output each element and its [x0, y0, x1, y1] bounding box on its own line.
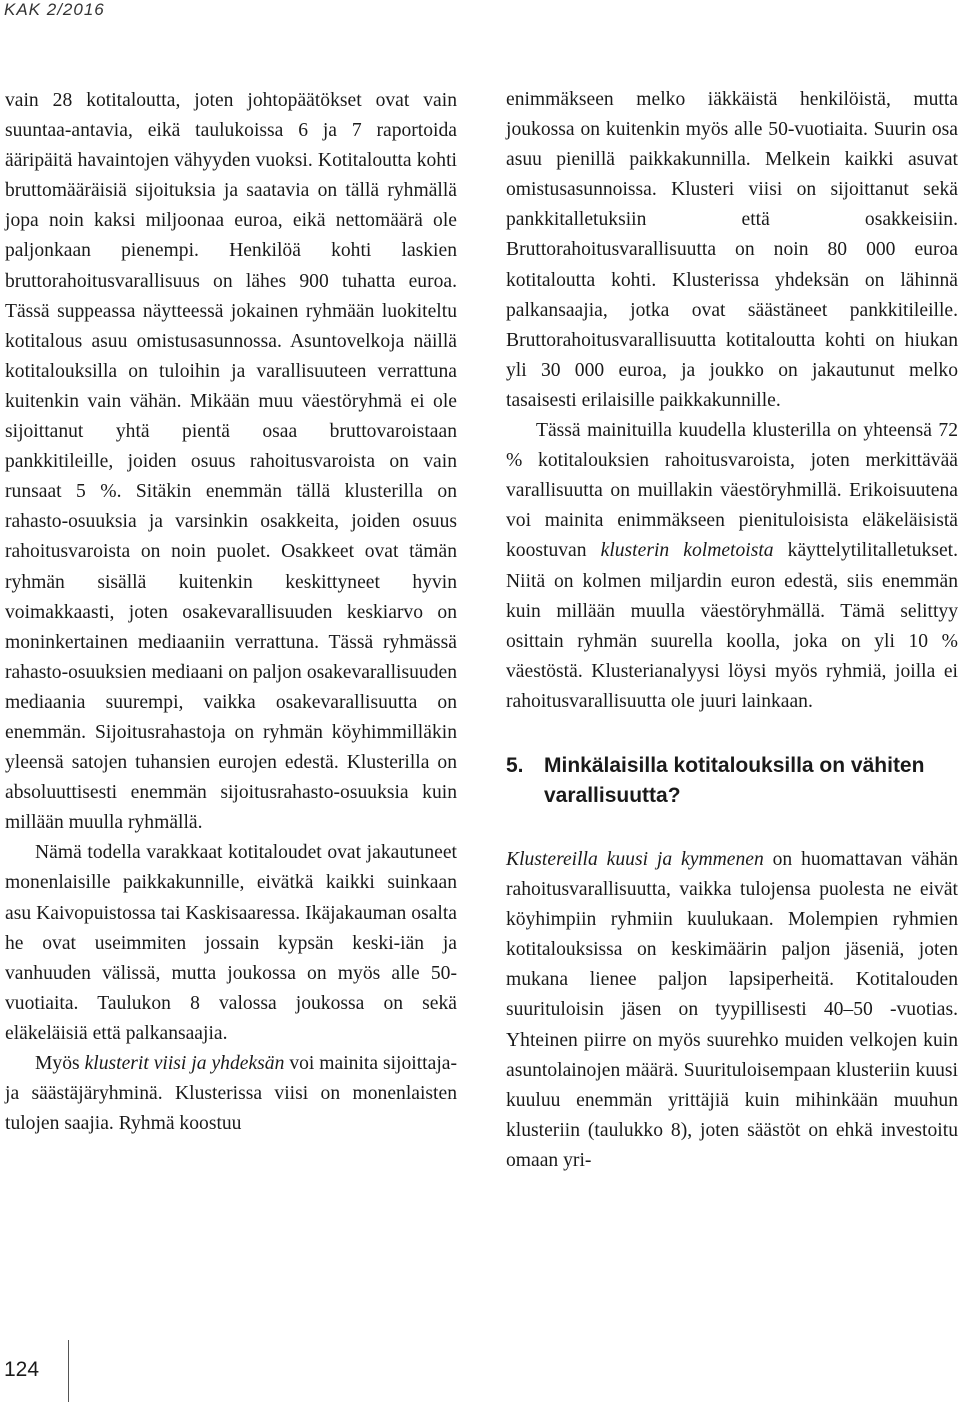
left-paragraph-3-lead: Myös	[35, 1053, 85, 1074]
right-paragraph-2-rest: käyttelytilitalletukset. Niitä on kolmen miljardin euron edestä, siis enemmän kuin millään muulla väestöryhmällä. Tämä selittyy osittain ryhmän suurella koolla, joka on yli 10 % väestöstä. Klusterianalyysi löysi myös ryhmiä, joilla ei rahoitusvarallisuutta ole juuri lainkaan.	[506, 540, 958, 712]
right-column	[506, 85, 958, 1176]
right-paragraph-3-rest: on huomattavan vähän rahoitusvarallisuutta, vaikka tulojensa puolesta ne eivät köyhimpiin ryhmiin kuulukaan. Molempien ryhmien kotitalouksissa on keskimäärin paljon jäseniä, joten mukana lienee paljon lapsiperheitä. Kotitalouden suurituloisin jäsen on tyypillisesti 40–50 -vuotias. Yhteinen piirre on myös suurehko muiden velkojen kuin asuntolainojen määrä. Suurituloisempaan klusteriin kuusi kuuluu enemmän yrittäjiä kuin mihinkään muuhun klusteriin (taulukko 8), joten säästöt on ehkä investoitu omaan yri-	[506, 848, 958, 1171]
left-paragraph-1: vain 28 kotitaloutta, joten johtopäätökset ovat vain suuntaa-antavia, eikä taulukoissa 6 ja 7 raportoida ääripäitä havaintojen vähyyden vuoksi. Kotitaloutta kohti bruttomääräisiä sijoituksia ja saatavia on tällä ryhmällä jopa noin kaksi miljoonaa euroa, eikä nettomäärä ole paljonkaan pienempi. Henkilöä kohti laskien bruttorahoitusvarallisuus on lähes 900 tuhatta euroa. Tässä suppeassa näytteessä jokainen ryhmään luokiteltu kotitalous asuu omistusasunnossa. Asuntovelkoja näillä kotitalouksilla on tuloihin ja varallisuuteen verrattuna kuitenkin vain vähän. Mikään muu väestöryhmä ei ole sijoittanut yhtä pientä osaa bruttovaroistaan pankkitileille, joiden osuus rahoitusvaroista on vain runsaat 5 %. Sitäkin enemmän tällä klusterilla on rahasto-osuuksia ja varsinkin osakkeita, joiden osuus rahoitusvaroista on noin puolet. Osakkeet ovat tämän ryhmän sisällä kuitenkin keskittyneet hyvin voimakkaasti, joten osakevarallisuuden keskiarvo on moninkertainen mediaaniin verrattuna. Tässä ryhmässä rahasto-osuuksien mediaani on paljon osakevarallisuuden mediaania suurempi, vaikka osakevarallisuutta on enemmän. Sijoitusrahastoja on ryhmän köyhimmilläkin yleensä satojen tuhansien eurojen edestä. Klusterilla on absoluuttisesti enemmän sijoitusrahasto-osuuksia kuin millään muulla ryhmällä.	[5, 90, 457, 834]
right-paragraph-3	[506, 845, 958, 1176]
journal-header: KAK 2/2016	[4, 0, 105, 19]
left-paragraph-2: Nämä todella varakkaat kotitaloudet ovat jakautuneet monenlaisille paikkakunnille, eivätkä kaikki suinkaan asu Kaivopuistossa tai Kaskisaaressa. Ikäjakauman osalta he ovat useimmiten jossain kypsän keski-iän ja vanhuuden välissä, mutta joukossa on myös alle 50-vuotiaita. Taulukon 8 valossa joukossa on sekä eläkeläisiä että palkansaajia.	[5, 842, 457, 1044]
right-paragraph-2	[506, 416, 958, 717]
right-paragraph-3-emphasis: Klustereilla kuusi ja kymmenen	[506, 848, 764, 870]
left-paragraph-3-rest: voi mainita sijoittaja- ja säästäjäryhminä. Klusterissa viisi on monenlaisten tulojen saajia. Ryhmä koostuu	[5, 1053, 457, 1135]
left-paragraph-3	[5, 1049, 457, 1139]
section-number: 5.	[506, 753, 524, 777]
right-paragraph-1: enimmäkseen melko iäkkäistä henkilöistä, mutta joukossa on kuitenkin myös alle 50-vuotiaita. Suurin osa asuu pienillä paikkakunnilla. Melkein kaikki asuvat omistusasunnoissa. Klusteri viisi on sijoittanut sekä pankkitalletuksiin että osakkeisiin. Bruttorahoitusvarallisuutta on noin 80 000 euroa kotitaloutta kohti. Klusterissa yhdeksän on lähinnä palkansaajia, jotka ovat säästäneet pankkitileille. Bruttorahoitusvarallisuutta kotitaloutta kohti on hiukan yli 30 000 euroa, ja joukko on jakautunut melko tasaisesti erilaisille paikkakunnille.	[506, 89, 958, 411]
right-paragraph-2-lead: Tässä mainituilla kuudella klusterilla on yhteensä 72 % kotitalouksien rahoitusvaroista, joten merkittävää varallisuutta on muillakin väestöryhmillä. Erikoisuutena voi mainita enimmäkseen pienituloisista eläkeläisistä koostuvan	[506, 420, 958, 562]
left-column	[5, 86, 457, 1139]
left-paragraph-3-emphasis: klusterit viisi ja yhdeksän	[84, 1053, 285, 1074]
section-title: Minkälaisilla kotitalouksilla on vähiten varallisuutta?	[544, 753, 925, 807]
right-paragraph-2-emphasis: klusterin kolmetoista	[600, 540, 774, 562]
section-heading	[506, 751, 958, 811]
footer-divider	[68, 1340, 69, 1402]
page-number: 124	[4, 1358, 40, 1381]
